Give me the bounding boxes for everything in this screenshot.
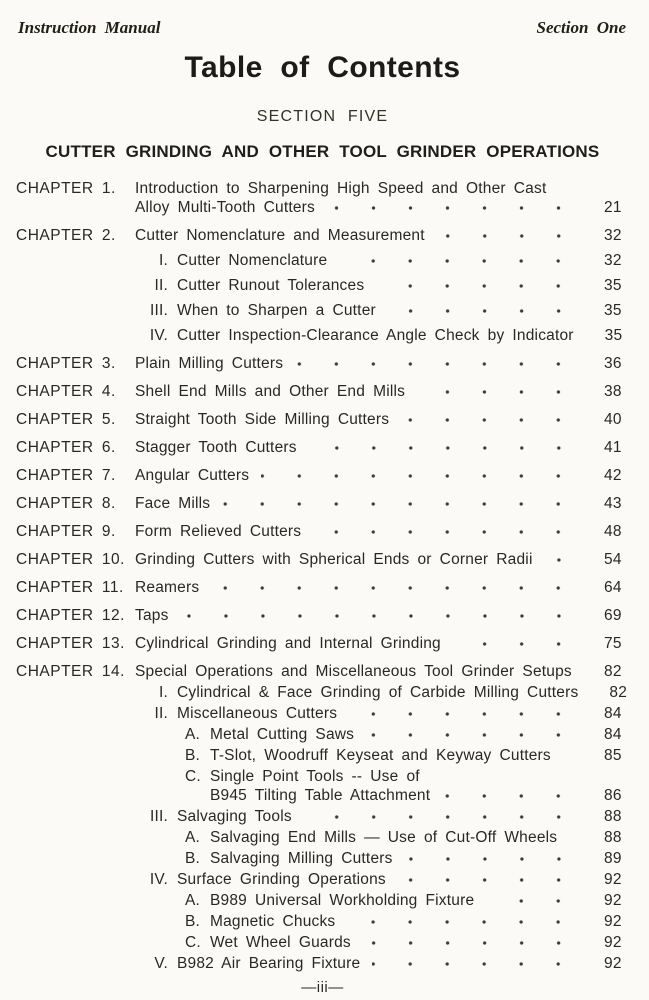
- toc-row: [16, 251, 629, 270]
- toc-row-label: II.: [154, 705, 168, 722]
- toc-row-title: Taps: [135, 607, 169, 624]
- toc-row-last-line: [210, 849, 629, 868]
- toc-row-last-line: [210, 891, 629, 910]
- section-heading: SECTION FIVE: [256, 108, 389, 125]
- toc-row-title: Special Operations and Miscellaneous Tool Grinder Setups: [135, 663, 572, 680]
- dot-leader: [297, 442, 599, 452]
- toc-row: [16, 494, 629, 513]
- dot-leader: [327, 255, 599, 265]
- toc-row-page-number: 41: [604, 439, 622, 456]
- toc-row: [16, 606, 629, 625]
- toc-row-page-number: 40: [604, 411, 622, 428]
- toc-row-title: Face Mills: [135, 495, 211, 512]
- toc-row-last-line: [135, 550, 629, 569]
- toc-row-content: [210, 746, 629, 765]
- toc-row-last-line: [177, 954, 629, 973]
- toc-row-label: CHAPTER 14.: [16, 663, 125, 680]
- toc-row-last-line: [210, 828, 629, 847]
- toc-row-label: I.: [158, 684, 168, 701]
- toc-row-title: Cylindrical Grinding and Internal Grinding: [135, 635, 441, 652]
- toc-row-content: [135, 179, 629, 217]
- toc-row-content: [177, 807, 629, 826]
- toc-row-last-line: [135, 606, 629, 625]
- toc-row-page-number: 35: [604, 302, 622, 319]
- toc-row-label: CHAPTER 2.: [16, 227, 116, 244]
- toc-row: [16, 704, 629, 723]
- toc-row-content: [210, 725, 629, 744]
- toc-row-content: [135, 634, 629, 653]
- dot-leader: [393, 853, 599, 863]
- dot-leader: [169, 610, 599, 620]
- dot-leader: [430, 790, 599, 800]
- toc-row-page-number: 43: [604, 495, 622, 512]
- toc-row-page-number: 92: [604, 871, 622, 888]
- toc-row-label: C.: [185, 768, 201, 785]
- toc-row-page-number: 35: [604, 327, 623, 344]
- toc-row-label: CHAPTER 11.: [16, 579, 124, 596]
- toc-row-content: [135, 578, 629, 597]
- toc-row-label: CHAPTER 10.: [16, 551, 125, 568]
- toc-row-content: [210, 891, 629, 910]
- toc-row-content: [135, 226, 629, 245]
- toc-row: [16, 179, 629, 217]
- dot-leader: [360, 958, 599, 968]
- toc-row-last-line: [177, 870, 629, 889]
- toc-row-last-line: [135, 522, 629, 541]
- toc-row-last-line: [135, 466, 629, 485]
- toc-row: [16, 662, 629, 681]
- toc-row-title: B982 Air Bearing Fixture: [177, 955, 361, 972]
- toc-row-label: B.: [185, 850, 201, 867]
- toc-row-content: [135, 494, 629, 513]
- toc-row-page-number: 89: [604, 850, 622, 867]
- dot-leader: [376, 305, 599, 315]
- toc-row-content: [135, 410, 629, 429]
- toc-row-label: IV.: [149, 327, 168, 344]
- toc-row-label: II.: [154, 277, 168, 294]
- toc-row-last-line: [135, 662, 629, 681]
- toc-row-title-line: Single Point Tools -- Use of: [210, 768, 420, 785]
- toc-row-label: IV.: [149, 871, 168, 888]
- toc-row-title: Reamers: [135, 579, 200, 596]
- toc-row-label: A.: [185, 829, 201, 846]
- toc-row-label: CHAPTER 12.: [16, 607, 125, 624]
- toc-row-last-line: [135, 382, 629, 401]
- toc-row: [16, 550, 629, 569]
- toc-row-page-number: 84: [604, 705, 622, 722]
- toc-row-label: CHAPTER 9.: [16, 523, 116, 540]
- header-right: Section One: [536, 18, 626, 37]
- toc-row: [16, 849, 629, 868]
- dot-leader: [292, 811, 599, 821]
- toc-row: [16, 301, 629, 320]
- toc-row-page-number: 86: [604, 787, 622, 804]
- toc-row-content: [210, 828, 629, 847]
- toc-row-last-line: [210, 786, 629, 805]
- page-title: Table of Contents: [184, 51, 461, 84]
- toc-row: [16, 326, 629, 345]
- section-title: CUTTER GRINDING AND OTHER TOOL GRINDER OPERATIONS: [45, 142, 600, 161]
- toc-row: [16, 578, 629, 597]
- toc-row-last-line: [135, 494, 629, 513]
- toc-row: [16, 634, 629, 653]
- toc-row-page-number: 82: [609, 684, 628, 701]
- toc-row-label: A.: [185, 892, 201, 909]
- toc-row-title: Alloy Multi-Tooth Cutters: [135, 199, 315, 216]
- dot-leader: [337, 708, 599, 718]
- toc-row: [16, 226, 629, 245]
- toc-row: [16, 954, 629, 973]
- toc-row-title: Miscellaneous Cutters: [177, 705, 338, 722]
- toc-row-last-line: [210, 725, 629, 744]
- toc-row: [16, 276, 629, 295]
- dot-leader: [386, 874, 599, 884]
- toc-row: [16, 746, 629, 765]
- header-left: Instruction Manual: [18, 18, 161, 37]
- dot-leader: [249, 470, 599, 480]
- toc-row-content: [135, 438, 629, 457]
- toc-row-label: B.: [185, 747, 201, 764]
- toc-row-label: I.: [158, 252, 168, 269]
- toc-row-page-number: 88: [604, 829, 622, 846]
- toc-row-title: Grinding Cutters with Spherical Ends or Corner Radii: [135, 551, 533, 568]
- toc-row-label: CHAPTER 3.: [16, 355, 116, 372]
- toc-row-content: [177, 276, 629, 295]
- toc-row-page-number: 21: [604, 199, 622, 216]
- toc-row: [16, 807, 629, 826]
- toc-row-page-number: 42: [604, 467, 622, 484]
- dot-leader: [335, 916, 599, 926]
- toc-row-last-line: [177, 301, 629, 320]
- toc-row-content: [135, 382, 629, 401]
- dot-leader: [389, 414, 599, 424]
- toc-row-page-number: 32: [604, 227, 622, 244]
- toc-row-title: B989 Universal Workholding Fixture: [210, 892, 475, 909]
- dot-leader: [425, 230, 599, 240]
- toc-row-title: Surface Grinding Operations: [177, 871, 386, 888]
- toc-row-page-number: 92: [604, 892, 622, 909]
- dot-leader: [551, 750, 599, 760]
- toc-row-title: Shell End Mills and Other End Mills: [135, 383, 406, 400]
- toc-row-page-number: 64: [604, 579, 622, 596]
- dot-leader: [199, 582, 599, 592]
- toc-row-label: CHAPTER 1.: [16, 180, 116, 197]
- toc-row-title: Form Relieved Cutters: [135, 523, 302, 540]
- toc-row-content: [177, 954, 629, 973]
- toc-row-page-number: 35: [604, 277, 622, 294]
- toc-row-label: A.: [185, 726, 201, 743]
- toc-row-content: [135, 354, 629, 373]
- toc-row: [16, 933, 629, 952]
- toc-row-label: CHAPTER 8.: [16, 495, 116, 512]
- toc-row-last-line: [135, 634, 629, 653]
- toc-row-page-number: 88: [604, 808, 622, 825]
- toc-row-content: [177, 301, 629, 320]
- toc-row-content: [177, 704, 629, 723]
- toc-row-label: CHAPTER 7.: [16, 467, 116, 484]
- toc-row-page-number: 92: [604, 934, 622, 951]
- toc-row-label: III.: [149, 302, 168, 319]
- toc-row: [16, 725, 629, 744]
- dot-leader: [364, 280, 599, 290]
- toc-row-title: Stagger Tooth Cutters: [135, 439, 297, 456]
- toc-row-title: Salvaging End Mills — Use of Cut-Off Wheels: [210, 829, 558, 846]
- toc-row-content: [177, 683, 629, 702]
- toc-row-content: [177, 870, 629, 889]
- toc-row-content: [177, 326, 629, 345]
- toc-row: [16, 912, 629, 931]
- toc-row: [16, 438, 629, 457]
- toc-row-last-line: [177, 251, 629, 270]
- dot-leader: [441, 638, 599, 648]
- dot-leader: [405, 386, 599, 396]
- toc-row-content: [135, 522, 629, 541]
- dot-leader: [351, 937, 599, 947]
- toc-row-last-line: [177, 326, 629, 345]
- toc-row-title-line: Introduction to Sharpening High Speed and Other Cast: [135, 180, 547, 197]
- toc-row-title: When to Sharpen a Cutter: [177, 302, 376, 319]
- toc-row-last-line: [210, 933, 629, 952]
- dot-leader: [572, 666, 599, 676]
- toc-row-title: B945 Tilting Table Attachment: [210, 787, 431, 804]
- toc-row-content: [210, 767, 629, 805]
- toc-row-page-number: 85: [604, 747, 622, 764]
- toc-row-page-number: 48: [604, 523, 622, 540]
- toc-row-last-line: [135, 438, 629, 457]
- toc-row-title: Salvaging Tools: [177, 808, 292, 825]
- toc-row-last-line: [135, 226, 629, 245]
- toc-row: [16, 870, 629, 889]
- toc-row: [16, 410, 629, 429]
- toc-row-content: [210, 933, 629, 952]
- toc-row-content: [135, 550, 629, 569]
- toc-row-content: [177, 251, 629, 270]
- toc-row-title: Salvaging Milling Cutters: [210, 850, 393, 867]
- toc-row-title: Plain Milling Cutters: [135, 355, 284, 372]
- toc-row-content: [210, 849, 629, 868]
- toc-row-page-number: 84: [604, 726, 622, 743]
- toc-row-page-number: 69: [604, 607, 622, 624]
- dot-leader: [474, 895, 599, 905]
- toc-row: [16, 354, 629, 373]
- toc-row-label: CHAPTER 4.: [16, 383, 116, 400]
- toc-row: [16, 828, 629, 847]
- toc-row-title: Cutter Runout Tolerances: [177, 277, 365, 294]
- toc-row-label: CHAPTER 13.: [16, 635, 125, 652]
- toc-row: [16, 466, 629, 485]
- toc-list: [16, 179, 629, 973]
- toc-row: [16, 891, 629, 910]
- toc-row-label: CHAPTER 5.: [16, 411, 116, 428]
- toc-row-page-number: 36: [604, 355, 622, 372]
- toc-row-page-number: 75: [604, 635, 622, 652]
- toc-row-content: [135, 662, 629, 681]
- toc-row-content: [135, 466, 629, 485]
- toc-row-page-number: 82: [604, 663, 622, 680]
- toc-row-last-line: [135, 578, 629, 597]
- toc-row-label: B.: [185, 913, 201, 930]
- toc-row-last-line: [135, 410, 629, 429]
- dot-leader: [283, 358, 599, 368]
- toc-row-page-number: 38: [604, 383, 622, 400]
- toc-row-last-line: [135, 354, 629, 373]
- toc-row-title: Wet Wheel Guards: [210, 934, 351, 951]
- toc-row: [16, 522, 629, 541]
- toc-row-last-line: [177, 704, 629, 723]
- toc-row-last-line: [177, 683, 629, 702]
- toc-row-page-number: 92: [604, 955, 622, 972]
- toc-row-title: T-Slot, Woodruff Keyseat and Keyway Cutters: [210, 747, 551, 764]
- dot-leader: [574, 330, 600, 340]
- toc-row-page-number: 54: [604, 551, 622, 568]
- toc-row: [16, 382, 629, 401]
- toc-row: [16, 767, 629, 805]
- toc-row-page-number: 32: [604, 252, 622, 269]
- dot-leader: [557, 832, 599, 842]
- toc-row-label: CHAPTER 6.: [16, 439, 116, 456]
- toc-row-title: Cylindrical & Face Grinding of Carbide Milling Cutters: [177, 684, 579, 701]
- toc-row-last-line: [210, 912, 629, 931]
- running-header: [16, 0, 629, 38]
- toc-row-last-line: [177, 807, 629, 826]
- page-number-footer: —iii—: [301, 979, 344, 996]
- toc-row-last-line: [135, 198, 629, 217]
- toc-row-label: C.: [185, 934, 201, 951]
- toc-row-content: [210, 912, 629, 931]
- toc-row-page-number: 92: [604, 913, 622, 930]
- toc-row: [16, 683, 629, 702]
- toc-row-label: III.: [149, 808, 168, 825]
- toc-row-title: Cutter Nomenclature and Measurement: [135, 227, 425, 244]
- dot-leader: [210, 498, 599, 508]
- toc-row-title: Metal Cutting Saws: [210, 726, 355, 743]
- dot-leader: [354, 729, 599, 739]
- toc-row-title: Magnetic Chucks: [210, 913, 336, 930]
- toc-row-label: V.: [154, 955, 168, 972]
- toc-row-last-line: [177, 276, 629, 295]
- dot-leader: [578, 687, 604, 697]
- toc-row-title: Straight Tooth Side Milling Cutters: [135, 411, 390, 428]
- toc-row-last-line: [210, 746, 629, 765]
- dot-leader: [533, 554, 599, 564]
- dot-leader: [315, 202, 599, 212]
- toc-row-title: Cutter Inspection-Clearance Angle Check by Indicator: [177, 327, 574, 344]
- dot-leader: [301, 526, 599, 536]
- toc-row-title: Angular Cutters: [135, 467, 250, 484]
- toc-row-content: [135, 606, 629, 625]
- toc-row-title: Cutter Nomenclature: [177, 252, 328, 269]
